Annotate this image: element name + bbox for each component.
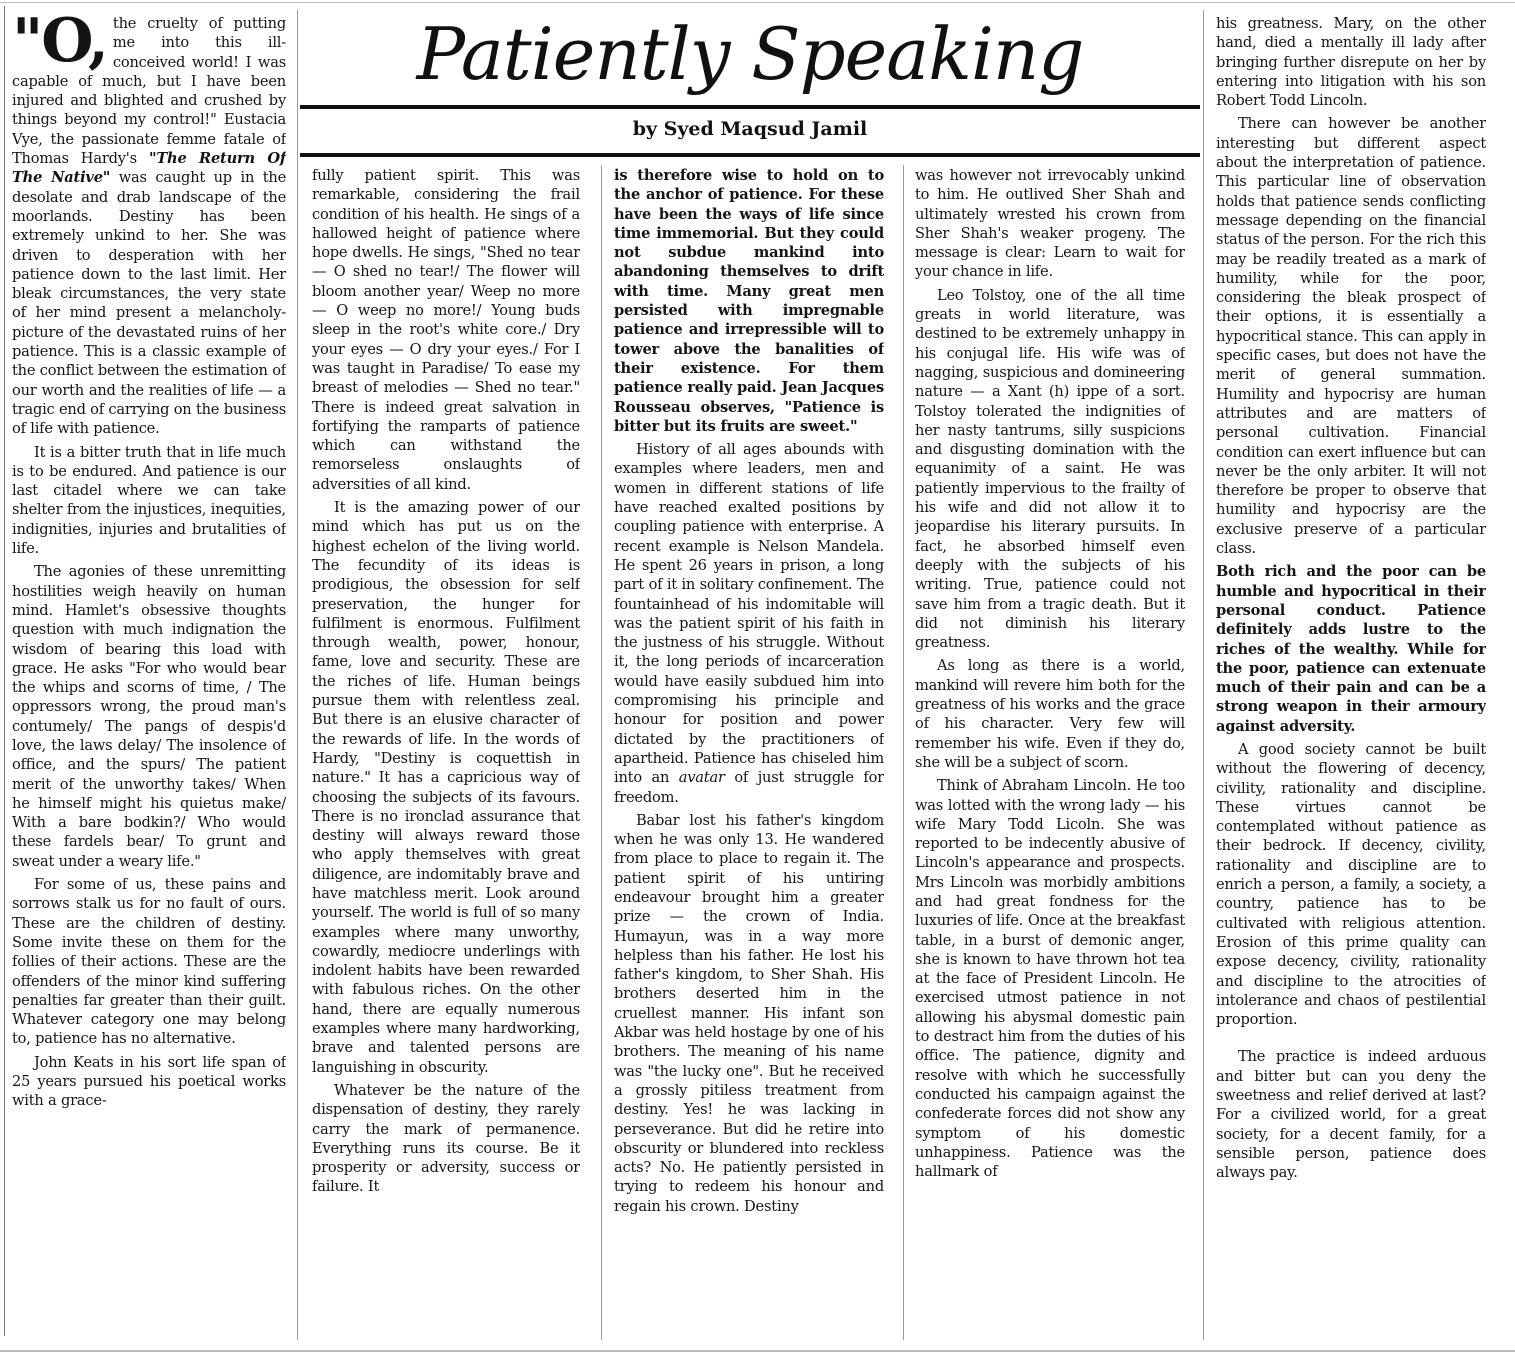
paragraph: Leo Tolstoy, one of the all time greats in world literature, was destined to be extremely unhappy in his conjugal life. His wife was of nagging, suspicious and domineering nature — a Xant (h) ippe of a sort. Tolstoy tolerated the indignities of her nasty tantrums, silly suspicions and disgusting domination with the equanimity of a saint. He was patiently impervious to the frailty of his wife and did not allow it to jeopardise his literary pursuits. In fact, he absorbed himself even deeply with the subjects of his writing. True, patience could not save him from a tragic death. But it did not diminish his literary greatness. — [915, 286, 1185, 652]
article-column-1 — [12, 14, 286, 1340]
paragraph: John Keats in his sort life span of 25 years pursued his poetical works with a grace- — [12, 1053, 286, 1110]
paragraph: Babar lost his father's kingdom when he was only 13. He wandered from place to place to regain it. The patient spirit of his untiring endeavour brought him a greater prize — the crown of India. Humayun, was in a way more helpless than his father. He lost his father's kingdom, to Sher Shah. His brothers deserted him in the cruellest manner. His infant son Akbar was held hostage by one of his brothers. The meaning of his name was "the lucky one". But he received a grossly pitiless treatment from destiny. Yes! he was lacking in perseverance. But did he retire into obscurity or blundered into reckless acts? No. He patiently persisted in trying to redeem his honour and regain his crown. Destiny — [614, 811, 884, 1215]
column-divider — [297, 10, 298, 1340]
paragraph: History of all ages abounds with examples where leaders, men and women in different stations of life have reached exalted positions by coupling patience with enterprise. A recent example is Nelson Mandela. He spent 26 years in prison, a long part of it in solitary confinement. The fountainhead of his indomitable will was the patient spirit of his faith in the justness of his struggle. Without it, the long periods of incarceration would have easily subdued him into compromising his principle and honour for position and power dictated by the practitioners of apartheid. Patience has chiseled him into an avatar of just struggle for freedom. — [614, 441, 884, 806]
paragraph: It is a bitter truth that in life much is to be endured. And patience is our last citadel where we can take shelter from the injustices, inequities, indignities, injuries and brutalities of life. — [12, 443, 286, 558]
title-rule-bottom — [300, 153, 1200, 157]
column-divider — [1203, 10, 1204, 1340]
paragraph: "O, the cruelty of putting me into this ill-conceived world! I was capable of much, but I have been injured and blighted and crushed by things beyond my control!" Eustacia Vye, the passionate femme fatale of Thomas Hardy's "The Return Of The Native" was caught up in the desolate and drab landscape of the moorlands. Destiny has been extremely unkind to her. She was driven to desperation with her patience down to the last limit. Her bleak circumstances, the very state of her mind present a melancholy-picture of the devastated ruins of her patience. This is a classic example of the conflict between the estimation of our worth and the realities of life — a tragic end of carrying on the business of life with patience. — [12, 14, 286, 438]
left-border — [4, 6, 5, 1336]
article-column-2 — [312, 166, 580, 1340]
paragraph: fully patient spirit. This was remarkable, considering the frail condition of his health. He sings of a hallowed height of patience where hope dwells. He sings, "Shed no tear — O shed no tear!/ The flower will bloom another year/ Weep no more — O weep no more!/ Young buds sleep in the root's white core./ Dry your eyes — O dry your eyes./ For I was taught in Paradise/ To ease my breast of melodies — Shed no tear." There is indeed great salvation in fortifying the ramparts of patience which can withstand the remorseless onslaughts of adversities of all kind. — [312, 167, 580, 493]
paragraph: was however not irrevocably unkind to him. He outlived Sher Shah and ultimately wrested his crown from Sher Shah's weaker progeny. The message is clear: Learn to wait for your chance in life. — [915, 167, 1185, 281]
article-column-4 — [915, 166, 1185, 1340]
column-divider — [903, 165, 904, 1340]
paragraph: A good society cannot be built without the flowering of decency, civility, rationality and discipline. These virtues cannot be contemplated without patience as their bedrock. If decency, civility, rationality and discipline are to enrich a person, a family, a society, a country, patience has to be cultivated with religious attention. Erosion of this prime quality can expose decency, civility, rationality and discipline to the atrocities of intolerance and chaos of pestilential proportion. — [1216, 740, 1486, 1029]
book-title: "The Return Of The Native" — [12, 150, 286, 187]
paragraph: Think of Abraham Lincoln. He too was lotted with the wrong lady — his wife Mary Todd Licoln. She was reported to be indecently abusive of Lincoln's appearance and prospects. Mrs Lincoln was morbidly ambitions and had great fondness for the luxuries of life. Once at the breakfast table, in a burst of demonic anger, she is known to have thrown hot tea at the face of President Lincoln. He exercised utmost patience in not allowing his abysmal domestic pain to destract him from the duties of his office. The patience, dignity and resolve with which he successfully conducted his campaign against the confederate forces did not show any symptom of his domestic unhappiness. Patience was the hallmark of — [915, 777, 1185, 1181]
article-column-5 — [1216, 14, 1486, 1340]
article-column-3 — [614, 166, 884, 1340]
paragraph: For some of us, these pains and sorrows stalk us for no fault of ours. These are the children of destiny. Some invite these on them for the follies of their actions. These are the offenders of the minor kind suffering penalties far greater than their guilt. Whatever category one may belong to, patience has no alternative. — [12, 876, 286, 1048]
title-rule-top — [300, 105, 1200, 109]
article-byline: by Syed Maqsud Jamil — [632, 118, 868, 140]
column-divider — [601, 165, 602, 1340]
paragraph: Whatever be the nature of the dispensation of destiny, they rarely carry the mark of permanence. Everything runs its course. Be it prosperity or adversity, success or failure. It — [312, 1081, 580, 1196]
paragraph: It is the amazing power of our mind which has put us on the highest echelon of the living world. The fecundity of its ideas is prodigious, the obsession for self preservation, the hunger for fulfilment is enormous. Fulfilment through wealth, power, honour, fame, love and security. These are the riches of life. Human beings pursue them with relentless zeal. But there is an elusive character of the rewards of life. In the words of Hardy, "Destiny is coquettish in nature." It has a capricious way of choosing the subjects of its favours. There is no ironclad assurance that destiny will always reward those who apply themselves with great diligence, are indomitably brave and have matchless merit. Look around yourself. The world is full of so many examples where many unworthy, cowardly, mediocre underlings with indolent habits have been rewarded with fabulous riches. On the other hand, there are equally numerous examples where many hardworking, brave and talented persons are languishing in obscurity. — [312, 499, 580, 1076]
paragraph: his greatness. Mary, on the other hand, died a mentally ill lady after bringing further disrepute on her by entering into litigation with his son Robert Todd Lincoln. — [1216, 15, 1486, 110]
paragraph: As long as there is a world, mankind will revere him both for the greatness of his works and the grace of his character. Very few will remember his wife. Even if they do, she will be a subject of scorn. — [915, 657, 1185, 771]
paragraph: The agonies of these unremitting hostilities weigh heavily on human mind. Hamlet's obsessive thoughts question with much indignation the wisdom of bearing this load with grace. He asks "For who would bear the whips and scorns of time, / The oppressors wrong, the proud man's contumely/ The pangs of despis'd love, the laws delay/ The insolence of office, and the spurs/ The patient merit of the unworthy takes/ When he himself might his quietus make/ With a bare bodkin?/ Who would these fardels bear/ To grunt and sweat under a weary life." — [12, 563, 286, 870]
paragraph: is therefore wise to hold on to the anchor of patience. For these have been the ways of life since time immemorial. But they could not subdue mankind into abandoning themselves to drift with time. Many great men persisted with impregnable patience and irrepressible will to tower above the banalities of their existence. For them patience really paid. Jean Jacques Rousseau observes, "Patience is bitter but its fruits are sweet." — [614, 167, 884, 435]
top-border — [0, 2, 1515, 3]
bottom-border — [0, 1350, 1515, 1352]
paragraph: Both rich and the poor can be humble and hypocritical in their personal conduct. Patience definitely adds lustre to the riches of the wealthy. While for the poor, patience can extenuate much of their pain and can be a strong weapon in their armoury against adversity. — [1216, 563, 1486, 735]
article-title: Patiently Speaking — [416, 12, 1084, 96]
drop-cap: "O, — [12, 14, 107, 76]
paragraph: The practice is indeed arduous and bitter but can you deny the sweetness and relief derived at last? For a civilized world, for a great society, for a decent family, for a sensible person, patience does always pay. — [1216, 1048, 1486, 1182]
paragraph: There can however be another interesting but different aspect about the interpretation of patience. This particular line of observation holds that patience sends conflicting message depending on the financial status of the person. For the rich this may be readily treated as a mark of humility, while for the poor, considering the bleak prospect of their options, it is essentially a hypocritical stance. This can apply in specific cases, but does not have the merit of general summation. Humility and hypocrisy are human attributes and are matters of personal cultivation. Financial condition can exert influence but can never be the only arbiter. It will not therefore be proper to observe that humility and hypocrisy are the exclusive preserve of a particular class. — [1216, 115, 1486, 558]
